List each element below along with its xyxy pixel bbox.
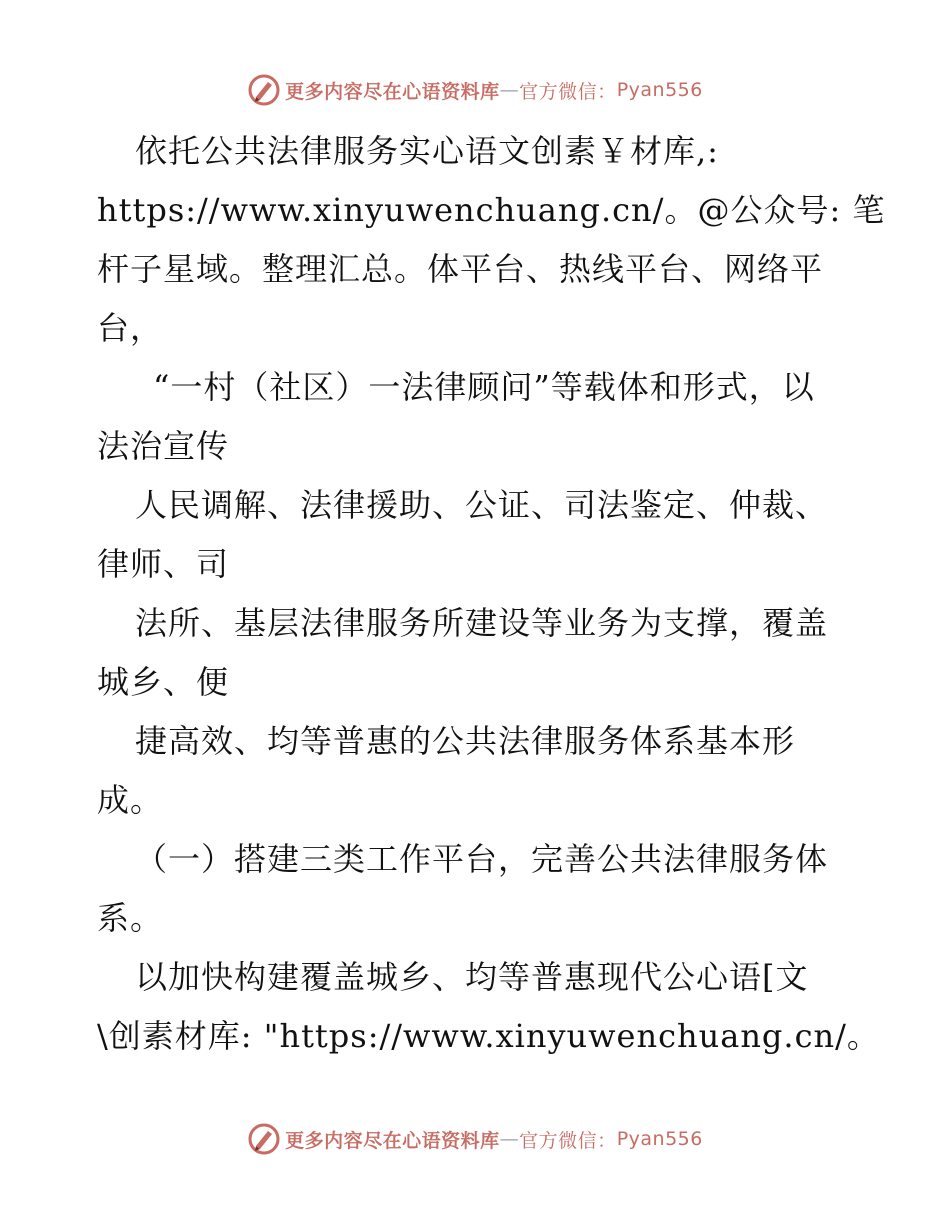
- footer-watermark-banner: [0, 1119, 950, 1159]
- banner-wechat-label: 官方微信：: [519, 80, 617, 103]
- body-line: https://www.xinyuwenchuang.cn/。@公众号: 笔: [97, 191, 886, 229]
- body-line: 依托公共法律服务实心语文创素￥材库,:: [135, 132, 719, 170]
- banner-main-text: 更多内容尽在心语资料库: [285, 1129, 500, 1152]
- banner-wechat-id: Pyan556: [616, 1128, 703, 1150]
- banner-wechat-id: Pyan556: [616, 79, 703, 101]
- banner-main-text: 更多内容尽在心语资料库: [285, 80, 500, 103]
- banner-separator: —: [499, 1128, 520, 1150]
- body-line: 律师、司: [97, 545, 230, 583]
- body-line: 法所、基层法律服务所建设等业务为支撑，覆盖: [135, 604, 829, 642]
- pen-seal-icon: [247, 1122, 281, 1156]
- banner-wechat-label: 官方微信：: [519, 1129, 617, 1152]
- body-line: 台，: [97, 309, 164, 347]
- body-line: （一）搭建三类工作平台，完善公共法律服务体: [135, 840, 829, 878]
- pen-seal-icon: [247, 73, 281, 107]
- body-line: 人民调解、法律援助、公证、司法鉴定、仲裁、: [135, 486, 829, 524]
- banner-separator: —: [499, 79, 520, 101]
- body-line: 杆子星域。整理汇总。体平台、热线平台、网络平: [97, 250, 824, 288]
- header-watermark-banner: [0, 70, 950, 110]
- body-line: “一村（社区）一法律顾问”等载体和形式，以: [153, 368, 815, 406]
- body-line: 成。: [97, 781, 164, 819]
- body-line: 法治宣传: [97, 427, 230, 465]
- body-line: \创素材库: "https://www.xinyuwenchuang.cn/。: [97, 1017, 880, 1055]
- body-line: 捷高效、均等普惠的公共法律服务体系基本形: [135, 722, 796, 760]
- body-line: 系。: [97, 899, 164, 937]
- body-line: 以加快构建覆盖城乡、均等普惠现代公心语[文: [135, 958, 809, 996]
- document-body: [97, 122, 886, 1066]
- body-line: 城乡、便: [97, 663, 230, 701]
